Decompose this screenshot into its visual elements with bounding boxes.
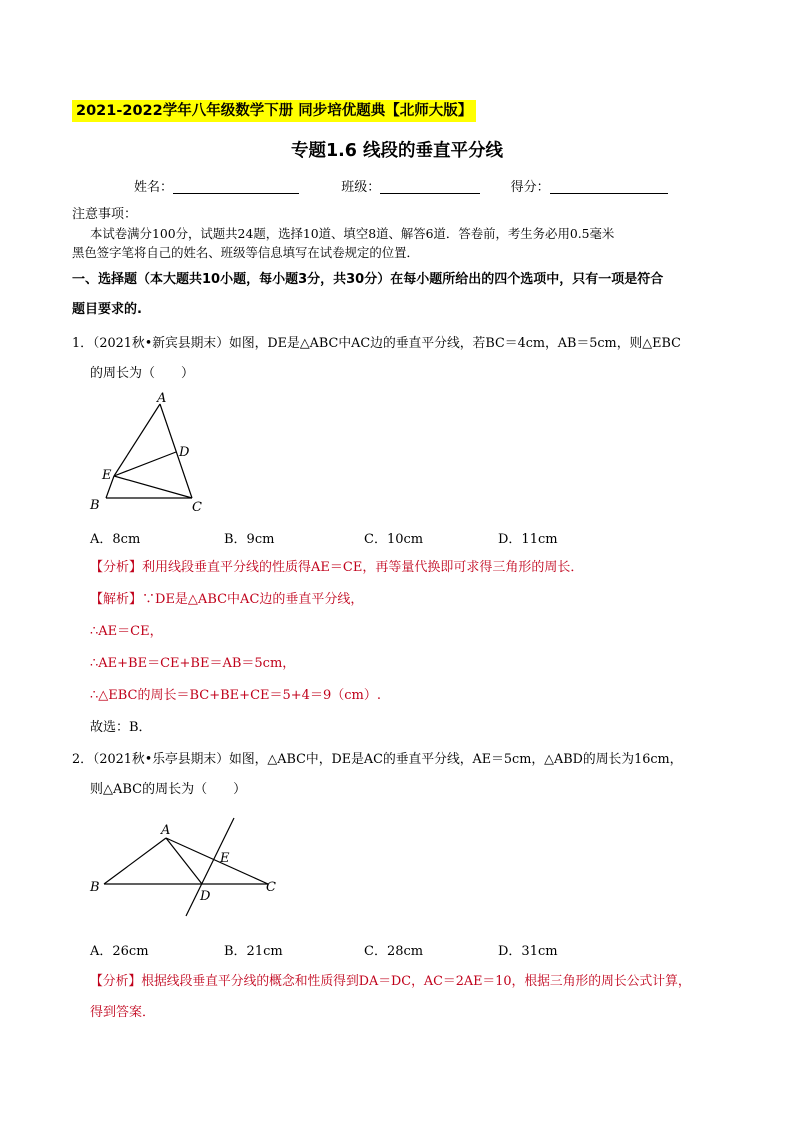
q2-stem-line-2: 则△ABC的周长为（ ） (90, 782, 247, 797)
class-label: 班级： (341, 180, 381, 195)
q1-label-E: E (102, 468, 112, 483)
q2-option-c[interactable]: C．28cm (364, 944, 424, 959)
q1-triangle-figure (80, 392, 220, 518)
q2-option-d[interactable]: D．31cm (498, 944, 558, 959)
section-heading-line-1: 一、选择题（本大题共10小题，每小题3分，共30分）在每小题所给出的四个选项中，只有一项是符合 (72, 272, 664, 287)
q1-analysis-label: 【分析】 (90, 560, 143, 575)
name-blank[interactable] (173, 179, 299, 194)
q1-answer: 故选：B． (90, 720, 152, 735)
q1-label-C: C (192, 500, 202, 515)
notes-line-2: 黑色签字笔将自己的姓名、班级等信息填写在试卷规定的位置． (72, 245, 419, 260)
q2-option-b[interactable]: B．21cm (224, 944, 283, 959)
q2-analysis (90, 972, 691, 992)
q2-analysis-label: 【分析】 (90, 974, 142, 989)
q1-analysis-text: 利用线段垂直平分线的性质得AE＝CE，再等量代换即可求得三角形的周长． (142, 560, 584, 575)
q2-label-B: B (90, 880, 100, 895)
q2-label-A: A (161, 823, 171, 838)
q2-label-D: D (200, 889, 211, 904)
q1-stem-line-1: 1．（2021秋•新宾县期末）如图，DE是△ABC中AC边的垂直平分线，若BC＝4cm，AB＝5cm，则△EBC (72, 336, 681, 351)
section-heading-line-2: 题目要求的. (72, 302, 142, 317)
notes-line-1: 本试卷满分100分，试题共24题，选择10道、填空8道、解答6道．答卷前，考生务必用0.5毫米 (90, 226, 615, 241)
q2-stem-line-1: 2．（2021秋•乐亭县期末）如图，△ABC中，DE是AC的垂直平分线，AE＝5cm，△ABD的周长为16cm， (72, 752, 683, 767)
name-label: 姓名： (134, 180, 174, 195)
q1-solution-label: 【解析】 (90, 592, 143, 607)
q2-analysis-line-2: 得到答案． (90, 1005, 156, 1020)
q1-stem-line-2: 的周长为（ ） (90, 366, 195, 381)
q1-label-D: D (179, 445, 190, 460)
q1-option-d[interactable]: D．11cm (498, 532, 558, 547)
score-blank[interactable] (550, 179, 668, 194)
page-title: 专题1.6 线段的垂直平分线 (290, 141, 504, 161)
q1-label-B: B (90, 498, 100, 513)
q1-analysis (90, 558, 583, 578)
q1-step-3: ∴△EBC的周长＝BC+BE+CE＝5+4＝9（cm）. (90, 688, 381, 703)
q1-step-1: ∴AE＝CE， (90, 624, 163, 639)
student-info-row (134, 176, 668, 195)
q1-solution-text: ∵DE是△ABC中AC边的垂直平分线， (142, 592, 364, 607)
class-blank[interactable] (380, 179, 480, 194)
series-header-tag: 2021-2022学年八年级数学下册 同步培优题典【北师大版】 (72, 100, 476, 122)
q2-option-a[interactable]: A．26cm (90, 944, 149, 959)
q2-analysis-text: 根据线段垂直平分线的概念和性质得到DA＝DC，AC＝2AE＝10，根据三角形的周长公式计算， (141, 974, 691, 989)
q1-option-c[interactable]: C．10cm (364, 532, 424, 547)
q1-solution (90, 590, 363, 610)
q1-option-a[interactable]: A．8cm (90, 532, 141, 547)
notes-heading: 注意事项： (72, 207, 138, 222)
score-label: 得分： (510, 180, 550, 195)
q1-option-b[interactable]: B．9cm (224, 532, 275, 547)
q2-label-E: E (220, 851, 230, 866)
q1-label-A: A (157, 392, 167, 406)
q1-step-2: ∴AE+BE＝CE+BE＝AB＝5cm， (90, 656, 296, 671)
q2-triangle-figure (80, 812, 290, 924)
q2-label-C: C (266, 880, 276, 895)
